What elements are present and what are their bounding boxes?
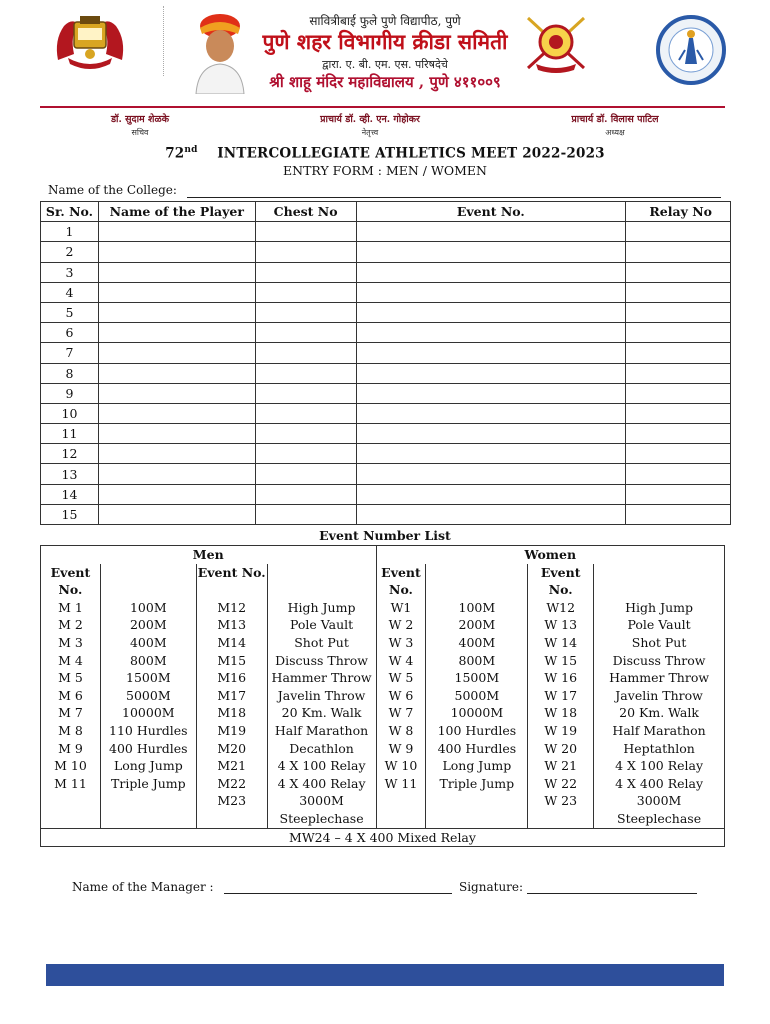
women-event-name: 400M — [426, 634, 528, 652]
relay-no-cell[interactable] — [626, 383, 731, 403]
men-event-name: Pole Vault — [267, 616, 376, 634]
men-event-no: M22 — [196, 775, 267, 793]
women-event-no: W 3 — [376, 634, 426, 652]
men-event-no: M15 — [196, 652, 267, 670]
sr-no-cell: 2 — [41, 242, 99, 262]
chest-no-cell[interactable] — [255, 424, 356, 444]
women-event-name: Long Jump — [426, 757, 528, 775]
relay-no-cell[interactable] — [626, 424, 731, 444]
event-no-cell[interactable] — [356, 383, 626, 403]
entry-row — [41, 484, 731, 504]
entry-row — [41, 242, 731, 262]
men-event-no: M 3 — [41, 634, 101, 652]
sr-no-cell: 14 — [41, 484, 99, 504]
women-label: Women — [376, 546, 725, 564]
event-no-cell[interactable] — [356, 403, 626, 423]
sr-no-cell: 3 — [41, 262, 99, 282]
men-event-name: 10000M — [100, 704, 196, 722]
sr-no-cell: 10 — [41, 403, 99, 423]
chest-no-cell[interactable] — [255, 403, 356, 423]
sr-no-cell: 1 — [41, 222, 99, 242]
entry-row — [41, 282, 731, 302]
official-role: सचिव — [131, 128, 149, 137]
relay-no-cell[interactable] — [626, 242, 731, 262]
event-no-cell[interactable] — [356, 323, 626, 343]
header-divider — [163, 6, 164, 76]
player-name-cell[interactable] — [98, 424, 255, 444]
relay-no-cell[interactable] — [626, 363, 731, 383]
sr-no-cell: 13 — [41, 464, 99, 484]
event-row — [41, 652, 725, 670]
event-no-cell[interactable] — [356, 343, 626, 363]
col-player-name: Name of the Player — [98, 202, 255, 222]
women-event-no: W12 — [528, 599, 594, 617]
manager-label: Name of the Manager : — [72, 880, 214, 894]
women-event-name: Discuss Throw — [594, 652, 725, 670]
player-name-cell[interactable] — [98, 484, 255, 504]
entry-row — [41, 302, 731, 322]
men-event-name: Discuss Throw — [267, 652, 376, 670]
entry-table — [40, 201, 731, 525]
women-event-no: W 6 — [376, 687, 426, 705]
men-event-name: 110 Hurdles — [100, 722, 196, 740]
men-event-name: 20 Km. Walk — [267, 704, 376, 722]
event-row — [41, 757, 725, 775]
form-subtitle: ENTRY FORM : MEN / WOMEN — [283, 163, 487, 178]
entry-row — [41, 403, 731, 423]
women-event-no: W 18 — [528, 704, 594, 722]
women-event-name: 1500M — [426, 669, 528, 687]
founder-portrait — [190, 12, 250, 94]
event-no-header-row — [41, 564, 725, 599]
women-event-name — [426, 792, 528, 828]
sr-no-cell: 9 — [41, 383, 99, 403]
men-event-no: M23 — [196, 792, 267, 828]
women-event-no: W 14 — [528, 634, 594, 652]
event-row — [41, 792, 725, 828]
player-name-cell[interactable] — [98, 343, 255, 363]
women-event-name: Javelin Throw — [594, 687, 725, 705]
col-chest-no: Chest No — [255, 202, 356, 222]
player-name-cell[interactable] — [98, 242, 255, 262]
official-name: डॉ. सुदाम शेळके — [110, 114, 170, 125]
sports-committee-badge — [655, 14, 727, 86]
col-sr-no: Sr. No. — [41, 202, 99, 222]
women-event-no: W 4 — [376, 652, 426, 670]
relay-no-cell[interactable] — [626, 403, 731, 423]
signature-field[interactable] — [527, 893, 697, 894]
men-event-no: M 6 — [41, 687, 101, 705]
men-label: Men — [41, 546, 377, 564]
women-event-no: W 20 — [528, 740, 594, 758]
men-event-no: M 9 — [41, 740, 101, 758]
men-event-name: 400M — [100, 634, 196, 652]
men-event-name — [100, 792, 196, 828]
men-event-no: M 1 — [41, 599, 101, 617]
player-name-cell[interactable] — [98, 282, 255, 302]
event-row — [41, 722, 725, 740]
event-row — [41, 634, 725, 652]
university-seal-logo — [50, 10, 130, 75]
entry-row — [41, 444, 731, 464]
women-event-no: W 15 — [528, 652, 594, 670]
women-event-no: W 21 — [528, 757, 594, 775]
men-event-no: M21 — [196, 757, 267, 775]
women-event-no: W 2 — [376, 616, 426, 634]
organiser-line: द्वारा. ए. बी. एम. एस. परिषदेचे — [322, 58, 448, 71]
event-no-header: Event No. — [528, 564, 594, 599]
sr-no-cell: 4 — [41, 282, 99, 302]
women-event-no: W 22 — [528, 775, 594, 793]
event-no-header: Event No. — [376, 564, 426, 599]
men-event-no: M12 — [196, 599, 267, 617]
relay-no-cell[interactable] — [626, 343, 731, 363]
gender-header-row — [41, 546, 725, 564]
chest-no-cell[interactable] — [255, 444, 356, 464]
event-row — [41, 599, 725, 617]
women-event-no — [376, 792, 426, 828]
women-event-name: 100 Hurdles — [426, 722, 528, 740]
sr-no-cell: 11 — [41, 424, 99, 444]
event-no-cell[interactable] — [356, 242, 626, 262]
women-event-name: Shot Put — [594, 634, 725, 652]
player-name-cell[interactable] — [98, 363, 255, 383]
women-event-name: Half Marathon — [594, 722, 725, 740]
event-row — [41, 687, 725, 705]
entry-row — [41, 262, 731, 282]
women-event-no: W 10 — [376, 757, 426, 775]
men-event-name: Shot Put — [267, 634, 376, 652]
women-event-name: 4 X 400 Relay — [594, 775, 725, 793]
men-event-no: M 11 — [41, 775, 101, 793]
chest-no-cell[interactable] — [255, 383, 356, 403]
chest-no-cell[interactable] — [255, 323, 356, 343]
player-name-cell[interactable] — [98, 403, 255, 423]
men-event-no: M20 — [196, 740, 267, 758]
player-name-cell[interactable] — [98, 504, 255, 524]
host-college: श्री शाहू मंदिर महाविद्यालय , पुणे ४११००९ — [269, 73, 501, 91]
mixed-relay-row — [41, 828, 725, 847]
meet-title: 72nd INTERCOLLEGIATE ATHLETICS MEET 2022-2023 — [165, 145, 605, 162]
university-name: सावित्रीबाई फुले पुणे विद्यापीठ, पुणे — [309, 14, 461, 28]
entry-row — [41, 343, 731, 363]
men-event-name: Triple Jump — [100, 775, 196, 793]
official-role: अध्यक्ष — [605, 128, 625, 137]
relay-no-cell[interactable] — [626, 504, 731, 524]
relay-no-cell[interactable] — [626, 302, 731, 322]
official-chairman — [545, 112, 685, 138]
relay-no-cell[interactable] — [626, 464, 731, 484]
sports-emblem-logo — [524, 12, 588, 74]
event-list-title: Event Number List — [319, 528, 451, 543]
men-event-name: 3000M Steeplechase — [267, 792, 376, 828]
women-event-name: 800M — [426, 652, 528, 670]
men-event-no: M 8 — [41, 722, 101, 740]
sr-no-cell: 15 — [41, 504, 99, 524]
women-event-name: Hammer Throw — [594, 669, 725, 687]
event-no-cell[interactable] — [356, 484, 626, 504]
entry-row — [41, 363, 731, 383]
event-row — [41, 669, 725, 687]
sr-no-cell: 8 — [41, 363, 99, 383]
women-event-name: Triple Jump — [426, 775, 528, 793]
relay-no-cell[interactable] — [626, 282, 731, 302]
event-no-cell[interactable] — [356, 302, 626, 322]
men-event-name: Long Jump — [100, 757, 196, 775]
women-event-no: W 8 — [376, 722, 426, 740]
men-event-name: 100M — [100, 599, 196, 617]
women-event-no: W 23 — [528, 792, 594, 828]
chest-no-cell[interactable] — [255, 282, 356, 302]
women-event-no: W 13 — [528, 616, 594, 634]
men-event-name: 4 X 100 Relay — [267, 757, 376, 775]
event-row — [41, 775, 725, 793]
player-name-cell[interactable] — [98, 262, 255, 282]
player-name-cell[interactable] — [98, 464, 255, 484]
event-no-cell[interactable] — [356, 444, 626, 464]
women-event-name: 200M — [426, 616, 528, 634]
event-no-cell[interactable] — [356, 363, 626, 383]
event-no-cell[interactable] — [356, 424, 626, 444]
women-event-name: High Jump — [594, 599, 725, 617]
official-convenor — [290, 112, 450, 138]
women-event-no: W 7 — [376, 704, 426, 722]
entry-row — [41, 424, 731, 444]
player-name-cell[interactable] — [98, 444, 255, 464]
chest-no-cell[interactable] — [255, 242, 356, 262]
men-event-no: M 7 — [41, 704, 101, 722]
player-name-cell[interactable] — [98, 222, 255, 242]
men-event-no — [41, 792, 101, 828]
official-secretary — [80, 112, 200, 138]
official-name: प्राचार्य डॉ. व्ही. एन. गोहोकर — [320, 114, 420, 125]
chest-no-cell[interactable] — [255, 343, 356, 363]
chest-no-cell[interactable] — [255, 363, 356, 383]
sr-no-cell: 12 — [41, 444, 99, 464]
women-event-name: 100M — [426, 599, 528, 617]
player-name-cell[interactable] — [98, 302, 255, 322]
women-event-name: 4 X 100 Relay — [594, 757, 725, 775]
official-name: प्राचार्य डॉ. विलास पाटिल — [571, 114, 659, 125]
men-event-name: Hammer Throw — [267, 669, 376, 687]
women-event-no: W1 — [376, 599, 426, 617]
committee-name: पुणे शहर विभागीय क्रीडा समिती — [262, 29, 508, 54]
relay-no-cell[interactable] — [626, 222, 731, 242]
sr-no-cell: 5 — [41, 302, 99, 322]
event-no-header: Event No. — [196, 564, 267, 599]
chest-no-cell[interactable] — [255, 484, 356, 504]
men-event-name: Javelin Throw — [267, 687, 376, 705]
event-number-table — [40, 545, 725, 847]
women-event-name: 20 Km. Walk — [594, 704, 725, 722]
men-event-no: M 10 — [41, 757, 101, 775]
chest-no-cell[interactable] — [255, 222, 356, 242]
relay-no-cell[interactable] — [626, 323, 731, 343]
sr-no-cell: 6 — [41, 323, 99, 343]
entry-row — [41, 464, 731, 484]
event-no-cell[interactable] — [356, 464, 626, 484]
official-role: नेतृत्त्व — [361, 128, 379, 137]
player-name-cell[interactable] — [98, 383, 255, 403]
men-event-no: M16 — [196, 669, 267, 687]
col-event-no: Event No. — [356, 202, 626, 222]
event-row — [41, 740, 725, 758]
men-event-no: M 2 — [41, 616, 101, 634]
event-no-cell[interactable] — [356, 222, 626, 242]
men-event-name: 200M — [100, 616, 196, 634]
men-event-no: M 5 — [41, 669, 101, 687]
event-no-header: Event No. — [41, 564, 101, 599]
women-event-name: 3000M Steeplechase — [594, 792, 725, 828]
men-event-no: M19 — [196, 722, 267, 740]
entry-row — [41, 504, 731, 524]
women-event-name: Heptathlon — [594, 740, 725, 758]
women-event-no: W 5 — [376, 669, 426, 687]
women-event-name: Pole Vault — [594, 616, 725, 634]
relay-no-cell[interactable] — [626, 262, 731, 282]
women-event-no: W 16 — [528, 669, 594, 687]
men-event-no: M13 — [196, 616, 267, 634]
event-row — [41, 704, 725, 722]
footer-bar — [46, 964, 724, 986]
header-rule — [40, 106, 725, 108]
men-event-no: M14 — [196, 634, 267, 652]
signature-label: Signature: — [459, 880, 524, 894]
men-event-name: 1500M — [100, 669, 196, 687]
women-event-name: 10000M — [426, 704, 528, 722]
men-event-no: M 4 — [41, 652, 101, 670]
men-event-no: M17 — [196, 687, 267, 705]
entry-row — [41, 222, 731, 242]
men-event-name: 400 Hurdles — [100, 740, 196, 758]
women-event-no: W 11 — [376, 775, 426, 793]
chest-no-cell[interactable] — [255, 262, 356, 282]
college-name-field[interactable] — [187, 197, 721, 198]
men-event-name: Decathlon — [267, 740, 376, 758]
men-event-name: Half Marathon — [267, 722, 376, 740]
women-event-name: 400 Hurdles — [426, 740, 528, 758]
men-event-no: M18 — [196, 704, 267, 722]
event-no-cell[interactable] — [356, 504, 626, 524]
mixed-relay: MW24 – 4 X 400 Mixed Relay — [41, 828, 725, 847]
chest-no-cell[interactable] — [255, 504, 356, 524]
event-row — [41, 616, 725, 634]
entry-row — [41, 323, 731, 343]
chest-no-cell[interactable] — [255, 464, 356, 484]
women-event-name: 5000M — [426, 687, 528, 705]
college-label: Name of the College: — [48, 183, 177, 197]
manager-name-field[interactable] — [224, 893, 452, 894]
relay-no-cell[interactable] — [626, 444, 731, 464]
women-event-no: W 9 — [376, 740, 426, 758]
women-event-no: W 17 — [528, 687, 594, 705]
entry-row — [41, 383, 731, 403]
chest-no-cell[interactable] — [255, 302, 356, 322]
event-no-cell[interactable] — [356, 262, 626, 282]
player-name-cell[interactable] — [98, 323, 255, 343]
men-event-name: High Jump — [267, 599, 376, 617]
entry-table-header — [41, 202, 731, 222]
event-no-cell[interactable] — [356, 282, 626, 302]
women-event-no: W 19 — [528, 722, 594, 740]
men-event-name: 5000M — [100, 687, 196, 705]
men-event-name: 4 X 400 Relay — [267, 775, 376, 793]
relay-no-cell[interactable] — [626, 484, 731, 504]
col-relay-no: Relay No — [626, 202, 731, 222]
men-event-name: 800M — [100, 652, 196, 670]
sr-no-cell: 7 — [41, 343, 99, 363]
